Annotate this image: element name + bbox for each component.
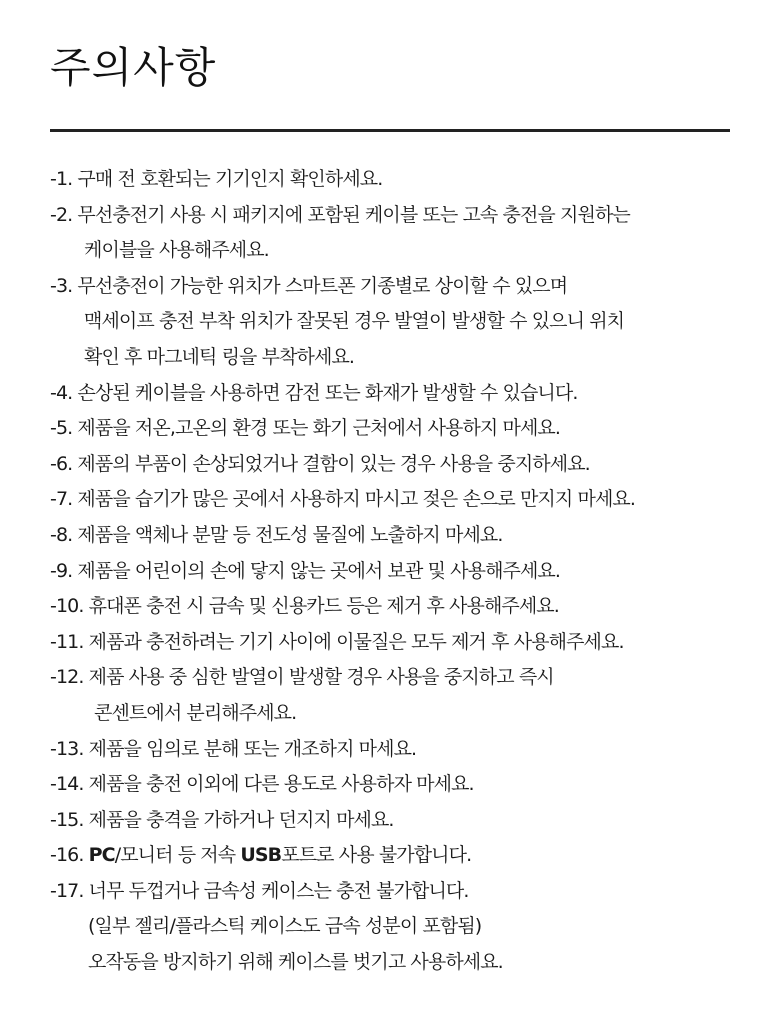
notice-item-17: -17. 너무 두껍거나 금속성 케이스는 충전 불가합니다.	[50, 879, 469, 902]
notice-item-17-continuation: 오작동을 방지하기 위해 케이스를 벗기고 사용하세요.	[88, 951, 503, 974]
notice-item-6: -6. 제품의 부품이 손상되었거나 결함이 있는 경우 사용을 중지하세요.	[50, 452, 590, 475]
notice-item-2-continuation: 케이블을 사용해주세요.	[84, 239, 269, 262]
notice-item-1: -1. 구매 전 호환되는 기기인지 확인하세요.	[50, 168, 383, 190]
notice-item-3-continuation: 확인 후 마그네틱 링을 부착하세요.	[84, 345, 355, 368]
notice-item-16	[50, 838, 750, 874]
notice-item-12-continuation: 콘센트에서 분리해주세요.	[94, 701, 297, 724]
notice-item-3: -3. 무선충전이 가능한 위치가 스마트폰 기종별로 상이할 수 있으며	[50, 274, 568, 297]
notice-item-16-suffix: 포트로 사용 불가합니다.	[281, 844, 472, 867]
notice-item-7: -7. 제품을 습기가 많은 곳에서 사용하지 마시고 젖은 손으로 만지지 마세요.	[50, 488, 635, 511]
notice-item-13: -13. 제품을 임의로 분해 또는 개조하지 마세요.	[50, 737, 417, 760]
title-divider	[50, 129, 730, 132]
notice-item-8: -8. 제품을 액체나 분말 등 전도성 물질에 노출하지 마세요.	[50, 523, 503, 546]
notice-item-16-usb: USB	[240, 844, 282, 867]
notice-list	[50, 162, 750, 981]
notice-item-16-prefix: -16.	[50, 844, 89, 867]
notice-item-12: -12. 제품 사용 중 심한 발열이 발생할 경우 사용을 중지하고 즉시	[50, 666, 554, 689]
notice-item-5: -5. 제품을 저온,고온의 환경 또는 화기 근처에서 사용하지 마세요.	[50, 417, 561, 440]
notice-item-16-pc: PC	[88, 844, 115, 867]
notice-item-15: -15. 제품을 충격을 가하거나 던지지 마세요.	[50, 808, 394, 831]
notice-item-11: -11. 제품과 충전하려는 기기 사이에 이물질은 모두 제거 후 사용해주세요.	[50, 630, 624, 653]
notice-item-4: -4. 손상된 케이블을 사용하면 감전 또는 화재가 발생할 수 있습니다.	[50, 381, 578, 404]
notice-item-14: -14. 제품을 충전 이외에 다른 용도로 사용하자 마세요.	[50, 773, 474, 796]
notice-item-10: -10. 휴대폰 충전 시 금속 및 신용카드 등은 제거 후 사용해주세요.	[50, 595, 559, 618]
notice-item-16-mid: /모니터 등 저속	[114, 844, 241, 867]
page-title: 주의사항	[50, 43, 217, 92]
notice-item-9: -9. 제품을 어린이의 손에 닿지 않는 곳에서 보관 및 사용해주세요.	[50, 559, 561, 582]
notice-item-2: -2. 무선충전기 사용 시 패키지에 포함된 케이블 또는 고속 충전을 지원하는	[50, 203, 630, 226]
notice-item-17-continuation: (일부 젤리/플라스틱 케이스도 금속 성분이 포함됨)	[88, 915, 482, 938]
notice-item-3-continuation: 맥세이프 충전 부착 위치가 잘못된 경우 발열이 발생할 수 있으니 위치	[84, 310, 625, 333]
